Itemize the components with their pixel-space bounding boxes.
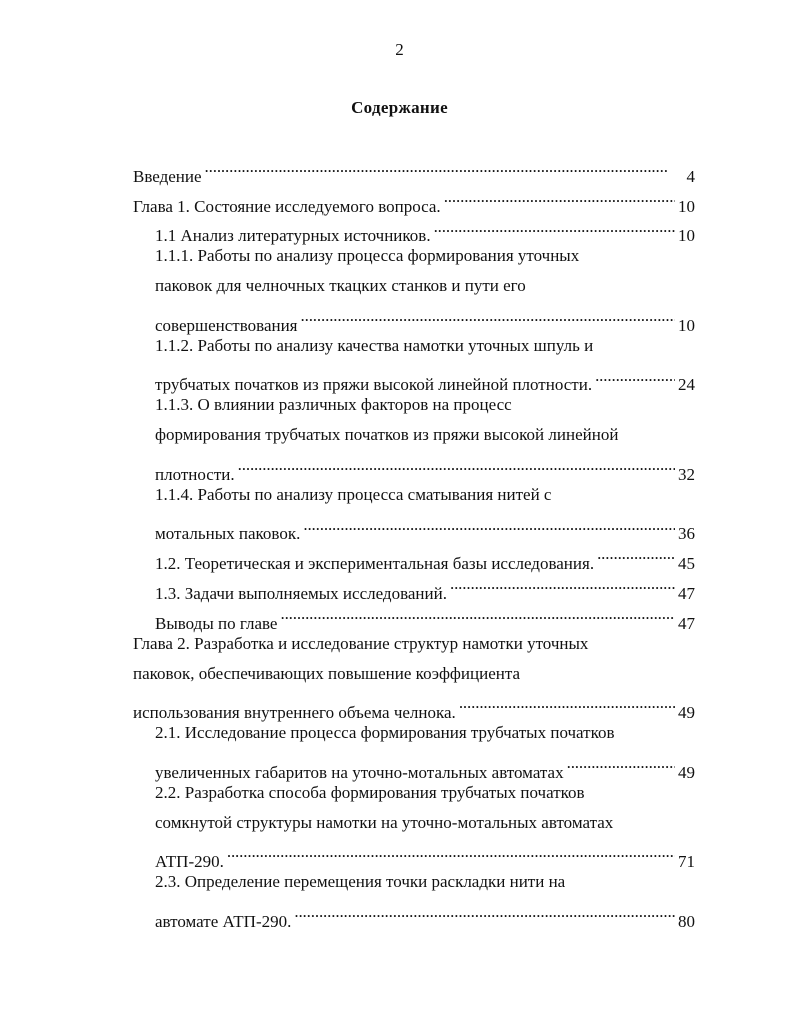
dot-leader xyxy=(294,897,675,927)
toc-line xyxy=(133,301,695,335)
toc-line xyxy=(133,718,695,748)
toc-entry xyxy=(133,718,695,782)
toc-page-number: 32 xyxy=(678,464,695,484)
toc-page-number: 80 xyxy=(678,911,695,931)
toc-line xyxy=(133,659,695,689)
toc-line xyxy=(133,182,695,216)
toc-line xyxy=(133,808,695,838)
toc-entry xyxy=(133,152,695,186)
toc-line xyxy=(133,241,695,271)
page-title: Содержание xyxy=(351,98,448,117)
toc-entry-text: Глава 2. Разработка и исследование структур намотки уточных xyxy=(133,633,589,653)
toc-line xyxy=(133,867,695,897)
toc-entry-text: 2.2. Разработка способа формирования трубчатых початков xyxy=(155,782,585,802)
toc-entry xyxy=(133,241,695,335)
toc-line xyxy=(133,361,695,395)
toc-page-number: 10 xyxy=(678,196,695,216)
dot-leader xyxy=(459,688,675,718)
toc-entry-text: 2.3. Определение перемещения точки раскладки нити на xyxy=(155,872,566,892)
dot-leader xyxy=(434,212,675,242)
dot-leader xyxy=(567,748,675,778)
toc-entry-text: сомкнутой структуры намотки на уточно-мотальных автоматах xyxy=(155,812,614,832)
toc-entry-text: 1.1.4. Работы по анализу процесса сматывания нитей с xyxy=(155,484,552,504)
toc-entry-text: Введение xyxy=(133,166,202,186)
toc-page-number: 4 xyxy=(686,166,695,186)
dot-leader xyxy=(597,539,675,569)
dot-leader xyxy=(301,301,676,331)
toc-entry xyxy=(133,480,695,544)
toc-line xyxy=(133,152,695,186)
toc-line xyxy=(133,778,695,808)
toc-entry-text: плотности. xyxy=(155,464,235,484)
dot-leader xyxy=(595,361,675,391)
toc-page-number: 10 xyxy=(678,315,695,335)
toc-page-number: 45 xyxy=(678,554,695,574)
dot-leader xyxy=(303,510,675,540)
table-of-contents xyxy=(133,152,695,931)
toc-page-number: 10 xyxy=(678,226,695,246)
toc-entry-text: Глава 1. Состояние исследуемого вопроса. xyxy=(133,196,441,216)
toc-entry xyxy=(133,331,695,395)
toc-entry xyxy=(133,182,695,216)
toc-page-number: 49 xyxy=(678,762,695,782)
toc-entry-text: трубчатых початков из пряжи высокой линейной плотности. xyxy=(155,375,593,395)
toc-line xyxy=(133,837,695,872)
toc-entry xyxy=(133,390,695,484)
dot-leader xyxy=(238,450,675,480)
toc-entry-text: Выводы по главе xyxy=(155,613,278,633)
toc-line xyxy=(133,450,695,484)
toc-entry-text: использования внутреннего объема челнока. xyxy=(133,703,456,723)
toc-line xyxy=(133,510,695,544)
toc-page-number: 47 xyxy=(678,613,695,633)
toc-entry-text: 2.1. Исследование процесса формирования трубчатых початков xyxy=(155,723,615,743)
toc-page-number: 47 xyxy=(678,583,695,603)
toc-entry-text: 1.1.2. Работы по анализу качества намотки уточных шпуль и xyxy=(155,335,594,355)
toc-line xyxy=(133,420,695,450)
toc-entry-text: 1.1.3. О влиянии различных факторов на процесс xyxy=(155,395,512,415)
dot-leader xyxy=(450,569,675,599)
toc-entry-text: паковок для челночных ткацких станков и пути его xyxy=(155,276,526,296)
dot-leader xyxy=(280,599,675,629)
toc-page-number: 49 xyxy=(678,703,695,723)
toc-entry-text: автомате АТП-290. xyxy=(155,911,292,931)
toc-entry-text: 1.1 Анализ литературных источников. xyxy=(155,226,431,246)
dot-leader xyxy=(227,837,675,867)
toc-page-number: 24 xyxy=(678,375,695,395)
page-number: 2 xyxy=(395,40,404,59)
toc-page-number: 36 xyxy=(678,524,695,544)
toc-entry-text: 1.2. Теоретическая и экспериментальная базы исследования. xyxy=(155,554,595,574)
toc-entry-text: совершенствования xyxy=(155,315,298,335)
dot-leader xyxy=(205,152,684,182)
toc-entry-text: мотальных паковок. xyxy=(155,524,301,544)
toc-line xyxy=(133,331,695,361)
toc-entry-text: 1.1.1. Работы по анализу процесса формирования уточных xyxy=(155,246,580,266)
toc-entry xyxy=(133,629,695,723)
toc-page-number: 71 xyxy=(678,852,695,872)
toc-line xyxy=(133,480,695,510)
toc-entry xyxy=(133,778,695,872)
toc-entry-text: АТП-290. xyxy=(155,852,224,872)
toc-entry-text: увеличенных габаритов на уточно-мотальных автоматах xyxy=(155,762,564,782)
toc-entry xyxy=(133,867,695,931)
toc-line xyxy=(133,897,695,931)
toc-entry-text: формирования трубчатых початков из пряжи высокой линейной xyxy=(155,425,619,445)
toc-line xyxy=(133,688,695,723)
toc-line xyxy=(133,271,695,301)
toc-entry-text: паковок, обеспечивающих повышение коэффициента xyxy=(133,663,521,683)
toc-entry-text: 1.3. Задачи выполняемых исследований. xyxy=(155,583,447,603)
toc-line xyxy=(133,748,695,782)
toc-line xyxy=(133,629,695,659)
dot-leader xyxy=(444,182,675,212)
toc-line xyxy=(133,390,695,420)
